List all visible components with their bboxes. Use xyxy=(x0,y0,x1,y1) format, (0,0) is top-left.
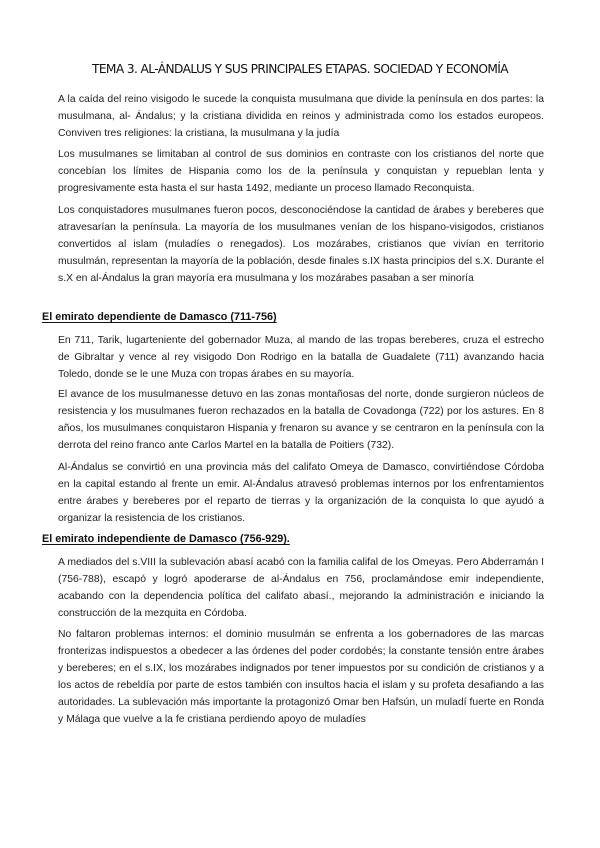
section-1-paragraph-3: Al-Ándalus se convirtió en una provincia más del califato Omeya de Damasco, convirtiéndose Córdoba en la capital estando al frente un emir. Al-Ándalus atravesó problemas internos por los enfrentamientos entre árabes y bereberes por el reparto de tierras y la organización de la conquista lo que ayudó a organizar la resistencia de los cristianos. xyxy=(58,462,544,524)
section-1-paragraph-2: El avance de los musulmanesse detuvo en las zonas montañosas del norte, donde surgieron núcleos de resistencia y los musulmanes fueron rechazados en la batalla de Covadonga (722) por los astures. En 8 años, los musulmanes conquistaron Hispania y frenaron su avance y se centraron en la península con la derrota del reino franco ante Carlos Martel en la batalla de Poitiers (732). xyxy=(58,389,544,451)
intro-paragraph-3: Los conquistadores musulmanes fueron pocos, desconociéndose la cantidad de árabes y bereberes que atravesarían la península. La mayoría de los musulmanes venían de los hispano-visigodos, cristianos convertidos al islam (muladíes o renegados). Los mozárabes, cristianos que vivían en territorio musulmán, representan la mayoría de la población, desde finales s.IX hasta principios del s.X. Durante el s.X en al-Ándalus la gran mayoría era musulmana y los mozárabes pasaban a ser minoría xyxy=(58,205,544,284)
intro-paragraph-1: A la caída del reino visigodo le sucede la conquista musulmana que divide la península en dos partes: la musulmana, al- Ándalus; y la cristiana dividida en reinos y administrada como los estados europeos. Conviven tres religiones: la cristiana, la musulmana y la judía xyxy=(58,94,544,139)
section-heading-emirato-independiente: El emirato independiente de Damasco (756-929). xyxy=(42,533,290,545)
section-2-paragraph-1: A mediados del s.VIII la sublevación abasí acabó con la familia califal de los Omeyas. Pero Abderramán I (756-788), escapó y logró apoderarse de al-Ándalus en 756, proclamándose emir independiente, acabando con la dependencia política del califato abasí., mejorando la administración e iniciando la construcción de la mezquita en Córdoba. xyxy=(58,557,544,619)
section-2-paragraph-2: No faltaron problemas internos: el dominio musulmán se enfrenta a los gobernadores de las marcas fronterizas indispuestos a obedecer a las órdenes del poder cordobés; la constante tensión entre árabes y bereberes; en el s.IX, los mozárabes indignados por tener impuestos por su condición de cristianos y a los actos de rebeldía por parte de estos también con insultos hacia el islam y su profeta desafiando a las autoridades. La sublevación más importante la protagonizó Omar ben Hafsún, un muladí fuerte en Ronda y Málaga que vuelve a la fe cristiana perdiendo apoyo de muladíes xyxy=(58,629,544,725)
section-heading-emirato-dependiente: El emirato dependiente de Damasco (711-756) xyxy=(42,311,277,323)
intro-paragraph-2: Los musulmanes se limitaban al control de sus dominios en contraste con los cristianos del norte que concebían los límites de Hispania como los de la península y conquistan y repueblan lenta y progresivamente esta hasta el sur hasta 1492, mediante un proceso llamado Reconquista. xyxy=(58,149,544,194)
document-title: TEMA 3. AL-ÁNDALUS Y SUS PRINCIPALES ETAPAS. SOCIEDAD Y ECONOMÍA xyxy=(91,62,509,76)
section-1-paragraph-1: En 711, Tarik, lugarteniente del gobernador Muza, al mando de las tropas bereberes, cruza el estrecho de Gibraltar y vence al rey visigodo Don Rodrigo en la batalla de Guadalete (711) avanzando hacia Toledo, donde se le une Muza con tropas árabes en su mayoría. xyxy=(58,335,544,380)
